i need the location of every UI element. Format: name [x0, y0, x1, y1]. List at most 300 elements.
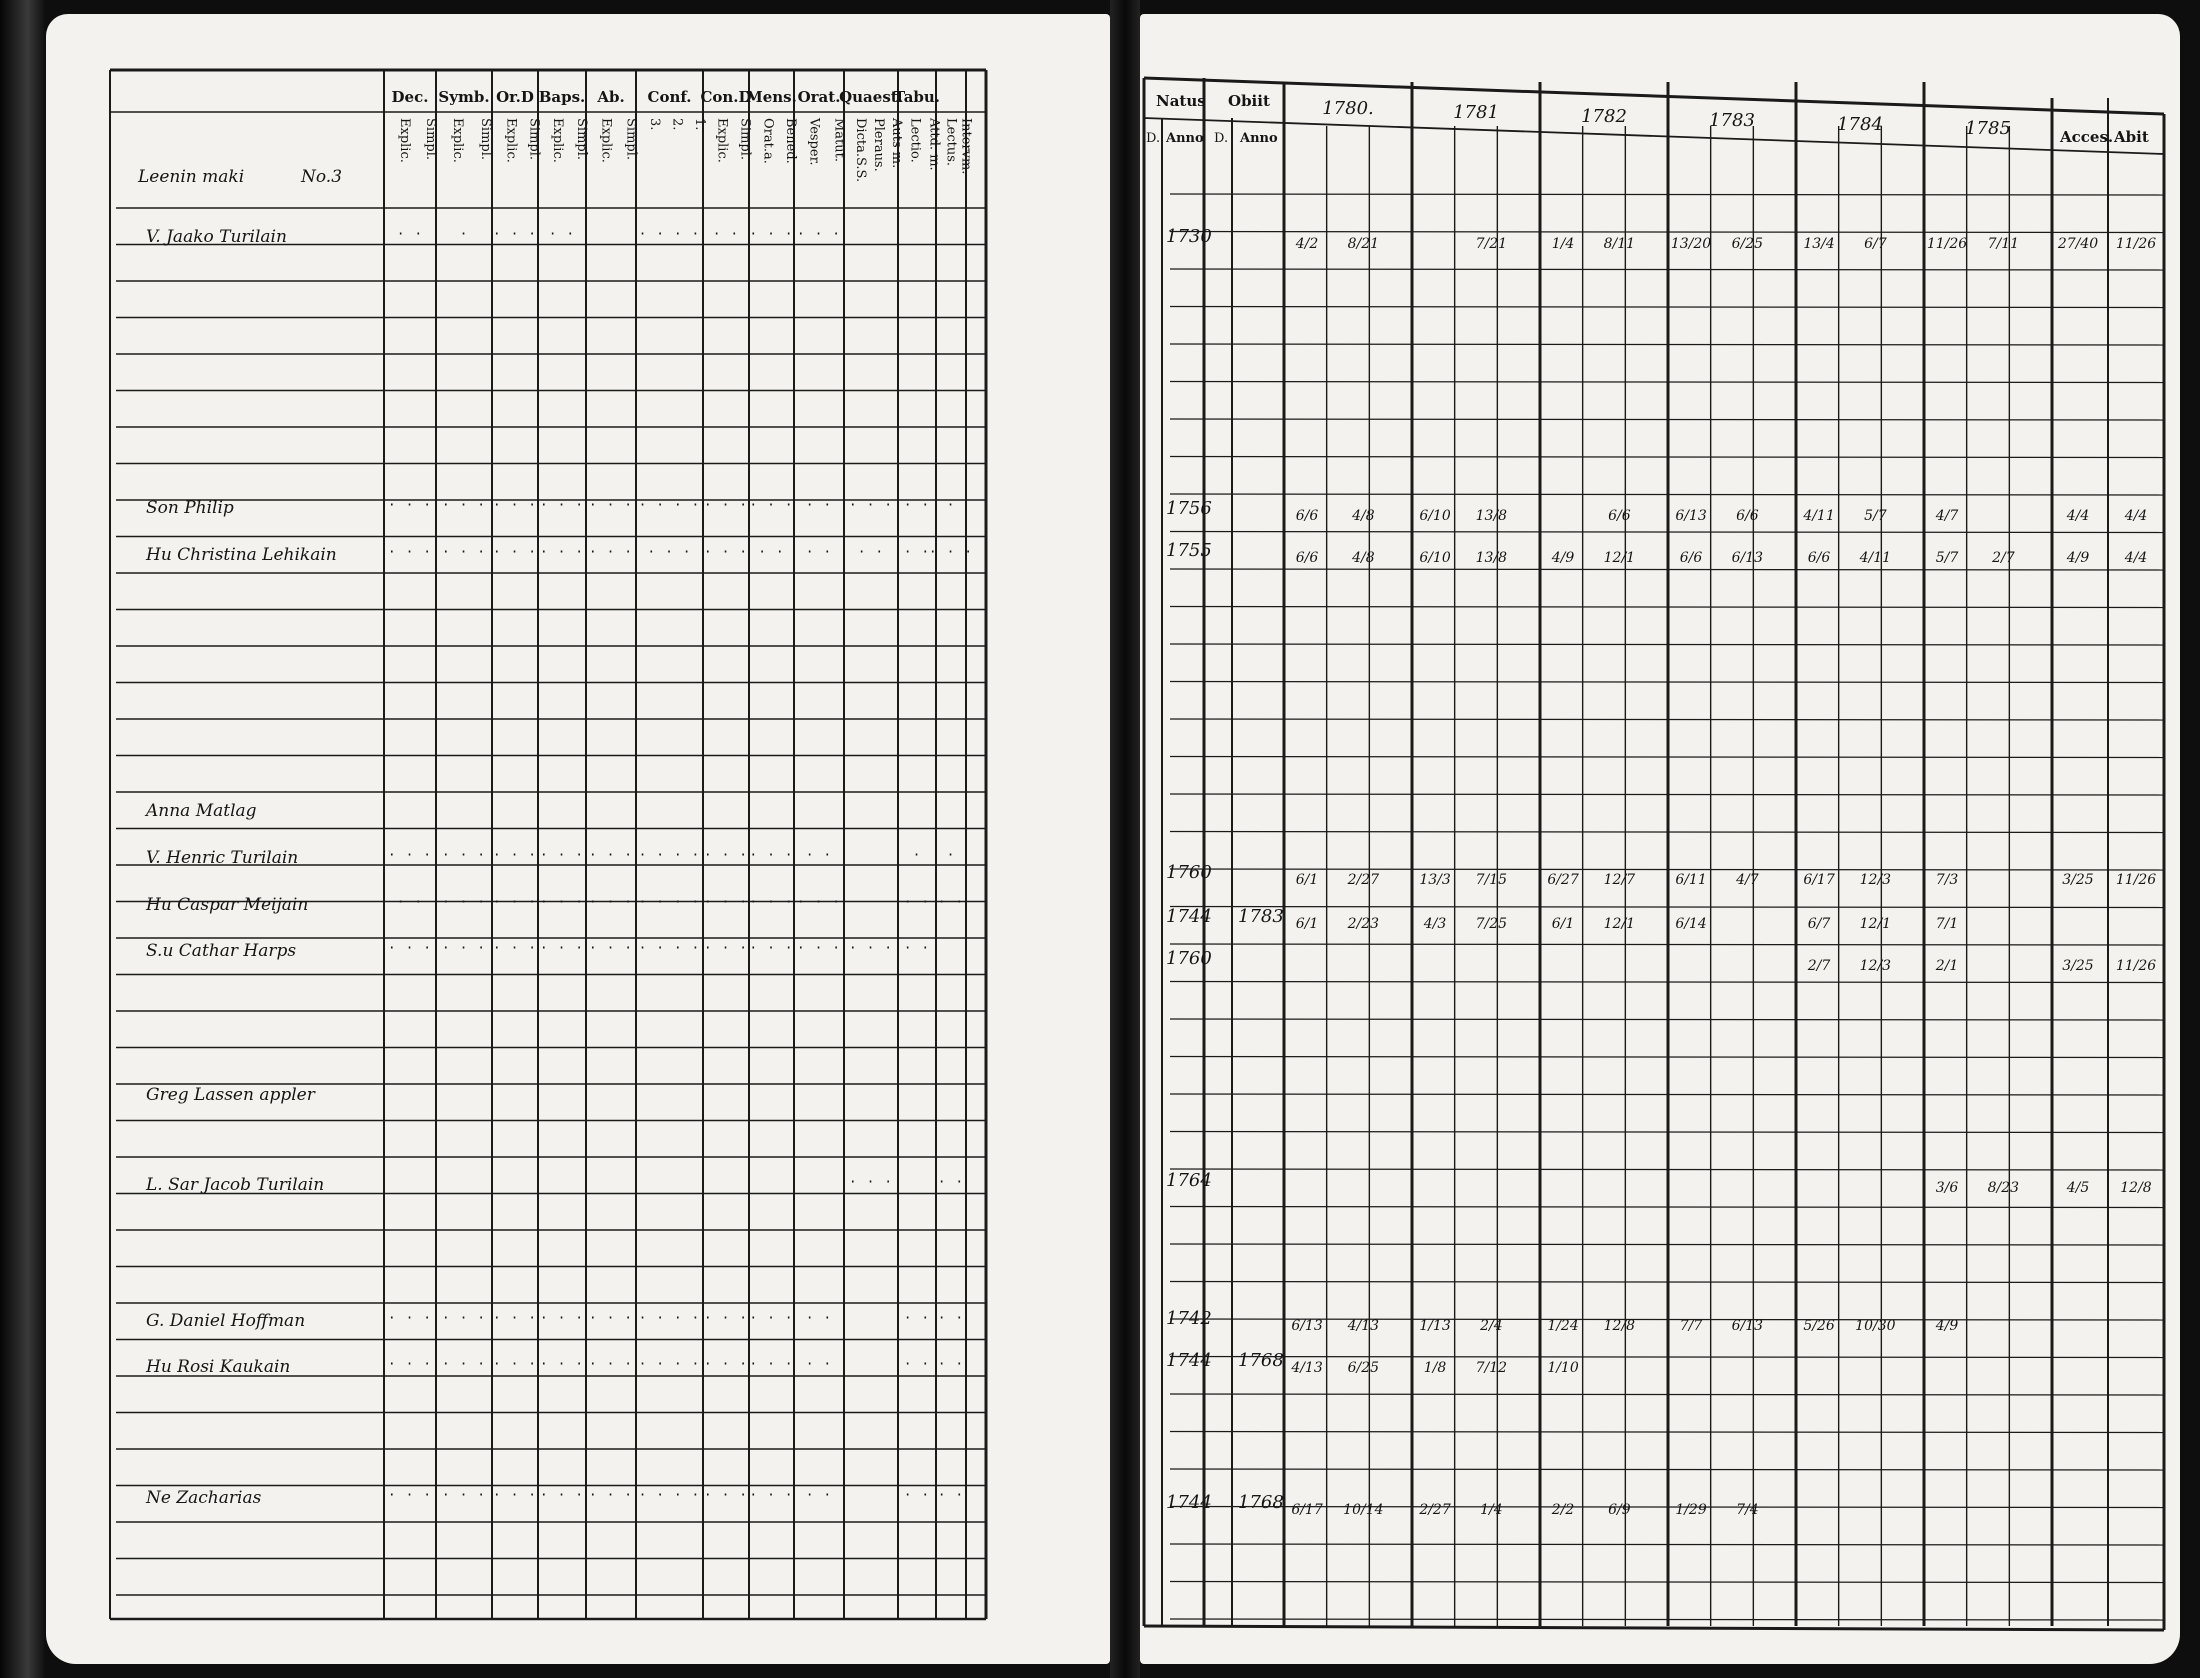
- entry-mark: · · ·: [387, 848, 433, 863]
- entry-mark: · ·: [937, 1357, 965, 1372]
- obiit-year: 1768: [1238, 1492, 1284, 1513]
- ruled-line: [1170, 1394, 2164, 1395]
- attendance-mark: 6/13: [1291, 1318, 1323, 1334]
- entry-mark: · · · ·: [638, 1488, 701, 1503]
- attendance-mark: 6/9: [1608, 1502, 1631, 1518]
- ruled-line: [1170, 832, 2164, 833]
- attendance-mark: 1/24: [1547, 1318, 1579, 1334]
- entry-mark: · · · ·: [638, 941, 701, 956]
- column-header: Dec.: [391, 88, 429, 106]
- right-page: [1140, 14, 2180, 1664]
- natus-year: 1730: [1166, 226, 1212, 247]
- attendance-mark: 12/8: [1603, 1318, 1636, 1334]
- ruled-line: [1170, 682, 2164, 683]
- obiit-year: 1768: [1238, 1350, 1284, 1371]
- natus-year: 1764: [1166, 1170, 1212, 1191]
- entry-mark: · · ·: [749, 848, 794, 863]
- attendance-mark: 11/26: [2115, 958, 2157, 974]
- year-header: 1782: [1581, 106, 1627, 127]
- entry-mark: · · ·: [539, 848, 585, 863]
- ruled-line: [1170, 794, 2164, 795]
- ruled-line: [1170, 1432, 2164, 1433]
- attendance-mark: 4/7: [1935, 508, 1959, 524]
- attendance-mark: 5/26: [1803, 1318, 1835, 1334]
- entry-mark: · · ·: [539, 498, 585, 513]
- entry-mark: · ·: [805, 848, 833, 863]
- book-spine-edge: [0, 0, 46, 1678]
- attendance-mark: 3/25: [2062, 872, 2094, 888]
- entry-mark: · ·: [903, 895, 931, 910]
- entry-mark: · · ·: [796, 895, 842, 910]
- entry-mark: · ·: [805, 1357, 833, 1372]
- column-subheader: Pleraus.: [871, 118, 886, 172]
- entry-mark: · · ·: [441, 545, 487, 560]
- obiit-year: 1783: [1238, 906, 1284, 927]
- natus-year: 1756: [1166, 498, 1212, 519]
- entry-mark: · · ·: [703, 498, 749, 513]
- column-subheader: Lectus.: [943, 118, 959, 167]
- entry-mark: · · ·: [588, 498, 634, 513]
- attendance-mark: 6/11: [1675, 872, 1707, 888]
- attendance-mark: 4/9: [2066, 550, 2090, 566]
- entry-mark: · ·: [937, 1311, 965, 1326]
- entry-mark: · · ·: [848, 498, 894, 513]
- attendance-mark: 6/10: [1419, 550, 1451, 566]
- attendance-mark: 6/7: [1864, 236, 1887, 252]
- column-subheader: Matut.: [831, 118, 847, 163]
- ruled-line: [1170, 232, 2164, 233]
- entry-mark: · · ·: [749, 227, 794, 242]
- attendance-mark: 12/8: [2120, 1180, 2152, 1196]
- ruled-line: [1170, 757, 2164, 758]
- ruled-line: [1170, 944, 2164, 945]
- column-subheader: Simpl.: [574, 118, 589, 161]
- entry-mark: · · ·: [441, 498, 487, 513]
- attendance-mark: 2/23: [1347, 916, 1380, 932]
- entry-mark: · ·: [937, 1175, 965, 1190]
- attendance-mark: 4/4: [2124, 508, 2148, 524]
- attendance-mark: 6/7: [1807, 916, 1831, 932]
- entry-mark: · · ·: [749, 1357, 794, 1372]
- entry-mark: ·: [912, 848, 922, 863]
- column-subheader: Explic.: [503, 118, 519, 163]
- entry-mark: · ·: [805, 498, 833, 513]
- attendance-mark: 11/26: [2115, 236, 2157, 252]
- entry-mark: · · ·: [492, 1488, 538, 1503]
- attendance-mark: 8/21: [1347, 236, 1380, 252]
- attendance-mark: 4/13: [1347, 1318, 1380, 1334]
- entry-mark: · ·: [712, 227, 740, 242]
- attendance-mark: 6/6: [1295, 508, 1319, 524]
- attendance-mark: 1/10: [1547, 1360, 1579, 1376]
- attendance-mark: 6/14: [1675, 916, 1707, 932]
- obiit-year-header: Anno: [1240, 131, 1278, 146]
- entry-mark: · ·: [937, 1488, 965, 1503]
- column-subheader: Simpl.: [478, 118, 493, 161]
- entry-mark: · · ·: [588, 941, 634, 956]
- entry-mark: · · ·: [848, 1175, 894, 1190]
- ruled-line: [1170, 907, 2164, 908]
- ruled-line: [1170, 1582, 2164, 1583]
- accessit-header: Acces.: [2060, 128, 2114, 146]
- attendance-mark: 13/8: [1475, 550, 1508, 566]
- attendance-mark: 7/3: [1935, 872, 1959, 888]
- attendance-mark: 6/6: [1295, 550, 1319, 566]
- column-header: Mens.: [746, 88, 797, 106]
- entry-mark: ·: [946, 848, 956, 863]
- entry-mark: · · · ·: [638, 895, 701, 910]
- entry-name: Son Philip: [146, 498, 234, 518]
- entry-mark: · · ·: [441, 848, 487, 863]
- ruled-line: [1170, 494, 2164, 495]
- column-subheader: Attd. m.: [926, 118, 942, 171]
- attendance-mark: 6/25: [1731, 236, 1764, 252]
- attendance-mark: 6/6: [1736, 508, 1759, 524]
- attendance-mark: 6/27: [1547, 872, 1579, 888]
- entry-mark: · · ·: [703, 1488, 749, 1503]
- entry-mark: · · ·: [796, 941, 842, 956]
- entry-mark: · · · ·: [638, 227, 701, 242]
- attendance-mark: 7/25: [1475, 916, 1508, 932]
- ruled-line: [1170, 532, 2164, 533]
- attendance-mark: 8/11: [1603, 236, 1636, 252]
- entry-mark: · ·: [903, 498, 931, 513]
- entry-mark: · · ·: [387, 498, 433, 513]
- attendance-mark: 2/2: [1551, 1502, 1575, 1518]
- year-header: 1784: [1837, 114, 1883, 135]
- header-divider: [1144, 118, 2164, 154]
- attendance-mark: 2/7: [1992, 550, 2015, 566]
- entry-mark: · · ·: [749, 1488, 794, 1503]
- entry-mark: · ·: [548, 227, 576, 242]
- entry-mark: · · ·: [588, 848, 634, 863]
- ruled-line: [1170, 1619, 2164, 1620]
- ruled-line: [1170, 1207, 2164, 1208]
- attendance-mark: 3/6: [1935, 1180, 1959, 1196]
- attendance-mark: 4/11: [1803, 508, 1835, 524]
- entry-name: V. Jaako Turilain: [146, 227, 287, 247]
- attendance-mark: 7/12: [1475, 1360, 1508, 1376]
- entry-mark: · · ·: [492, 545, 538, 560]
- parish-village-number: No.3: [301, 167, 343, 187]
- column-subheader: 1.: [691, 118, 707, 131]
- ruled-line: [1170, 382, 2164, 383]
- attendance-mark: 12/1: [1859, 916, 1892, 932]
- entry-mark: · ·: [903, 1488, 931, 1503]
- entry-mark: · · ·: [387, 941, 433, 956]
- attendance-mark: 6/17: [1291, 1502, 1323, 1518]
- year-header: 1781: [1453, 102, 1499, 123]
- entry-mark: · · ·: [539, 1357, 585, 1372]
- attendance-mark: 2/27: [1419, 1502, 1451, 1518]
- attendance-mark: 4/9: [1551, 550, 1575, 566]
- ruled-line: [1170, 194, 2164, 195]
- column-header: Tabu.: [893, 88, 941, 106]
- natus-day-header: D.: [1146, 131, 1161, 146]
- entry-mark: · ·: [903, 1357, 931, 1372]
- entry-mark: · · ·: [441, 941, 487, 956]
- entry-mark: · · ·: [749, 1311, 794, 1326]
- column-subheader: Auts m.: [889, 118, 904, 169]
- entry-mark: · · ·: [539, 895, 585, 910]
- attendance-mark: 2/4: [1480, 1318, 1503, 1334]
- entry-mark: · · ·: [387, 1488, 433, 1503]
- ruled-line: [1170, 982, 2164, 983]
- parish-village-title: Leenin maki: [138, 167, 245, 187]
- left-register-table: [46, 14, 1110, 1664]
- entry-name: S.u Cathar Harps: [146, 941, 297, 961]
- ruled-line: [1170, 344, 2164, 345]
- entry-mark: · ·: [903, 941, 931, 956]
- attendance-mark: 10/14: [1343, 1502, 1384, 1518]
- entry-name: G. Daniel Hoffman: [146, 1311, 306, 1331]
- attendance-mark: 7/1: [1935, 916, 1959, 932]
- book-gutter: [1110, 0, 1140, 1678]
- attendance-mark: 6/6: [1679, 550, 1703, 566]
- entry-mark: · · · ·: [638, 848, 701, 863]
- attendance-mark: 4/11: [1859, 550, 1892, 566]
- attendance-mark: 12/1: [1603, 550, 1636, 566]
- entry-mark: · · ·: [441, 1357, 487, 1372]
- attendance-mark: 6/10: [1419, 508, 1451, 524]
- ruled-line: [1170, 1244, 2164, 1245]
- entry-mark: · · ·: [749, 941, 794, 956]
- attendance-mark: 27/40: [2057, 236, 2099, 252]
- abiit-header: Abit: [2114, 128, 2149, 146]
- entry-mark: · · ·: [703, 1357, 749, 1372]
- left-column-headers: [392, 88, 974, 182]
- attendance-mark: 4/5: [2066, 1180, 2090, 1196]
- attendance-mark: 6/1: [1295, 916, 1319, 932]
- attendance-mark: 6/1: [1295, 872, 1319, 888]
- entry-name: Hu Christina Lehikain: [146, 545, 337, 565]
- ruled-line: [1170, 307, 2164, 308]
- entry-mark: · · · ·: [638, 1357, 701, 1372]
- ruled-line: [1170, 569, 2164, 570]
- attendance-mark: 2/1: [1935, 958, 1959, 974]
- attendance-mark: 7/15: [1475, 872, 1508, 888]
- attendance-mark: 6/13: [1731, 550, 1764, 566]
- entry-mark: · ·: [937, 895, 965, 910]
- column-subheader: Simpl.: [526, 118, 542, 161]
- left-page: [46, 14, 1110, 1664]
- entry-mark: · · ·: [703, 545, 749, 560]
- natus-year: 1744: [1166, 1492, 1212, 1513]
- entry-mark: · · ·: [387, 1311, 433, 1326]
- entry-mark: · · ·: [492, 498, 538, 513]
- entry-mark: · · ·: [588, 1311, 634, 1326]
- column-subheader: Explic.: [598, 118, 614, 163]
- ruled-line: [1170, 1169, 2164, 1170]
- attendance-mark: 4/13: [1291, 1360, 1323, 1376]
- right-register-table: [1140, 14, 2180, 1664]
- natus-year: 1744: [1166, 906, 1212, 927]
- attendance-mark: 4/8: [1352, 550, 1375, 566]
- entry-mark: · · ·: [492, 941, 538, 956]
- column-subheader: Explic.: [450, 118, 465, 163]
- ruled-line: [1170, 269, 2164, 270]
- entry-mark: · · ·: [539, 941, 585, 956]
- column-subheader: Explic.: [714, 118, 730, 163]
- ruled-line: [1170, 1469, 2164, 1470]
- entry-mark: · ·: [396, 895, 424, 910]
- entry-name: V. Henric Turilain: [146, 848, 299, 868]
- entry-mark: · · ·: [539, 1488, 585, 1503]
- entry-mark: · · ·: [588, 545, 634, 560]
- obiit-header: Obiit: [1228, 92, 1270, 110]
- attendance-mark: 5/7: [1935, 550, 1959, 566]
- attendance-mark: 4/3: [1423, 916, 1447, 932]
- entry-mark: · · ·: [441, 1488, 487, 1503]
- attendance-mark: 1/4: [1551, 236, 1575, 252]
- ruled-line: [1170, 644, 2164, 645]
- column-header: Or.D: [496, 88, 534, 106]
- ruled-line: [1170, 419, 2164, 420]
- obiit-day-header: D.: [1214, 131, 1229, 146]
- natus-header: Natus: [1156, 92, 1206, 110]
- column-subheader: Explic.: [550, 118, 565, 163]
- entry-mark: · · ·: [539, 1311, 585, 1326]
- entry-name: L. Sar Jacob Turilain: [146, 1175, 325, 1195]
- entry-mark: · · ·: [703, 1311, 749, 1326]
- top-rule: [1144, 78, 2164, 114]
- natus-year: 1755: [1166, 540, 1212, 561]
- ruled-line: [1170, 1057, 2164, 1058]
- attendance-mark: 2/7: [1807, 958, 1831, 974]
- year-header: 1785: [1965, 118, 2011, 139]
- attendance-mark: 12/3: [1859, 872, 1892, 888]
- attendance-mark: 13/3: [1419, 872, 1451, 888]
- attendance-mark: 4/9: [1935, 1318, 1959, 1334]
- entry-mark: · · ·: [492, 227, 538, 242]
- attendance-mark: 3/25: [2062, 958, 2094, 974]
- column-subheader: Orat.a.: [760, 118, 776, 164]
- entry-mark: · · ·: [647, 545, 692, 560]
- column-header: Ab.: [597, 88, 625, 106]
- attendance-mark: 5/7: [1864, 508, 1887, 524]
- attendance-mark: 7/4: [1736, 1502, 1759, 1518]
- entry-mark: · · ·: [441, 1311, 487, 1326]
- entry-mark: · · ·: [539, 545, 585, 560]
- entry-name: Hu Rosi Kaukain: [146, 1357, 291, 1377]
- ruled-line: [1170, 1544, 2164, 1545]
- column-subheader: Simpl.: [423, 118, 438, 161]
- attendance-mark: 7/7: [1679, 1318, 1703, 1334]
- column-header: Symb.: [438, 88, 490, 106]
- entry-mark: · · ·: [492, 1311, 538, 1326]
- attendance-mark: 4/4: [2124, 550, 2148, 566]
- attendance-mark: 6/13: [1731, 1318, 1764, 1334]
- entry-mark: · · ·: [928, 545, 974, 560]
- attendance-mark: 13/4: [1803, 236, 1835, 252]
- column-subheader: Explic.: [397, 118, 412, 163]
- column-subheader: Vesper.: [806, 118, 822, 166]
- column-subheader: Simpl.: [623, 118, 639, 161]
- column-subheader: Simpl.: [737, 118, 753, 161]
- attendance-mark: 8/23: [1987, 1180, 2020, 1196]
- entry-mark: · · ·: [588, 1357, 634, 1372]
- attendance-mark: 6/25: [1347, 1360, 1380, 1376]
- attendance-mark: 4/7: [1736, 872, 1759, 888]
- attendance-mark: 13/8: [1475, 508, 1508, 524]
- entry-mark: · · ·: [387, 545, 433, 560]
- left-entries: [144, 227, 973, 1508]
- attendance-mark: 2/27: [1347, 872, 1380, 888]
- ruled-line: [1170, 1282, 2164, 1283]
- attendance-mark: 4/2: [1295, 236, 1319, 252]
- ruled-line: [1170, 457, 2164, 458]
- right-ruling: [1144, 78, 2164, 1630]
- attendance-mark: 6/6: [1807, 550, 1831, 566]
- entry-mark: · · ·: [703, 895, 749, 910]
- ruled-line: [1170, 1132, 2164, 1133]
- entry-mark: · · ·: [492, 1357, 538, 1372]
- attendance-mark: 6/17: [1803, 872, 1835, 888]
- attendance-mark: 12/1: [1603, 916, 1636, 932]
- left-ruling: [110, 70, 986, 1619]
- entry-mark: · ·: [805, 1488, 833, 1503]
- entry-mark: · ·: [903, 1311, 931, 1326]
- year-header: 1783: [1709, 110, 1755, 131]
- entry-mark: ·: [946, 498, 956, 513]
- entry-mark: · · · ·: [638, 1311, 701, 1326]
- ruled-line: [1170, 1357, 2164, 1358]
- natus-year: 1760: [1166, 862, 1212, 883]
- attendance-mark: 12/7: [1603, 872, 1636, 888]
- column-subheader: Lectio.: [907, 118, 923, 163]
- ruled-line: [1170, 1094, 2164, 1095]
- column-subheader: Bened.: [782, 118, 798, 164]
- entry-mark: ·: [459, 227, 469, 242]
- entry-mark: · · ·: [492, 895, 538, 910]
- attendance-mark: 1/13: [1419, 1318, 1451, 1334]
- entry-mark: · · ·: [588, 895, 634, 910]
- entry-mark: · · · ·: [638, 498, 701, 513]
- ruled-line: [1170, 607, 2164, 608]
- column-header: Baps.: [538, 88, 586, 106]
- natus-year-header: Anno: [1166, 131, 1204, 146]
- natus-year: 1760: [1166, 948, 1212, 969]
- column-header: Con.D: [700, 88, 752, 106]
- entry-mark: · · ·: [387, 1357, 433, 1372]
- column-subheader: Intervm.: [958, 118, 974, 175]
- ruled-line: [1170, 869, 2164, 870]
- attendance-mark: 12/3: [1859, 958, 1892, 974]
- entry-mark: · · ·: [588, 1488, 634, 1503]
- attendance-mark: 13/20: [1670, 236, 1712, 252]
- natus-year: 1744: [1166, 1350, 1212, 1371]
- column-header: Quaest.: [839, 88, 903, 106]
- ruled-line: [1170, 1019, 2164, 1020]
- entry-mark: · · ·: [703, 848, 749, 863]
- attendance-mark: 6/6: [1608, 508, 1631, 524]
- entry-mark: · · ·: [749, 895, 794, 910]
- attendance-mark: 1/8: [1423, 1360, 1447, 1376]
- entry-mark: · · ·: [492, 848, 538, 863]
- attendance-mark: 11/26: [1926, 236, 1968, 252]
- attendance-mark: 4/8: [1352, 508, 1375, 524]
- entry-name: Greg Lassen appler: [146, 1085, 315, 1105]
- attendance-mark: 6/13: [1675, 508, 1707, 524]
- entry-mark: · ·: [758, 545, 785, 560]
- entry-mark: · ·: [857, 545, 885, 560]
- attendance-mark: 1/29: [1675, 1502, 1707, 1518]
- column-subheader: 3.: [647, 118, 663, 131]
- entry-mark: · · ·: [441, 895, 487, 910]
- attendance-mark: 4/4: [2066, 508, 2090, 524]
- ruled-line: [1170, 719, 2164, 720]
- entry-mark: · · ·: [749, 498, 794, 513]
